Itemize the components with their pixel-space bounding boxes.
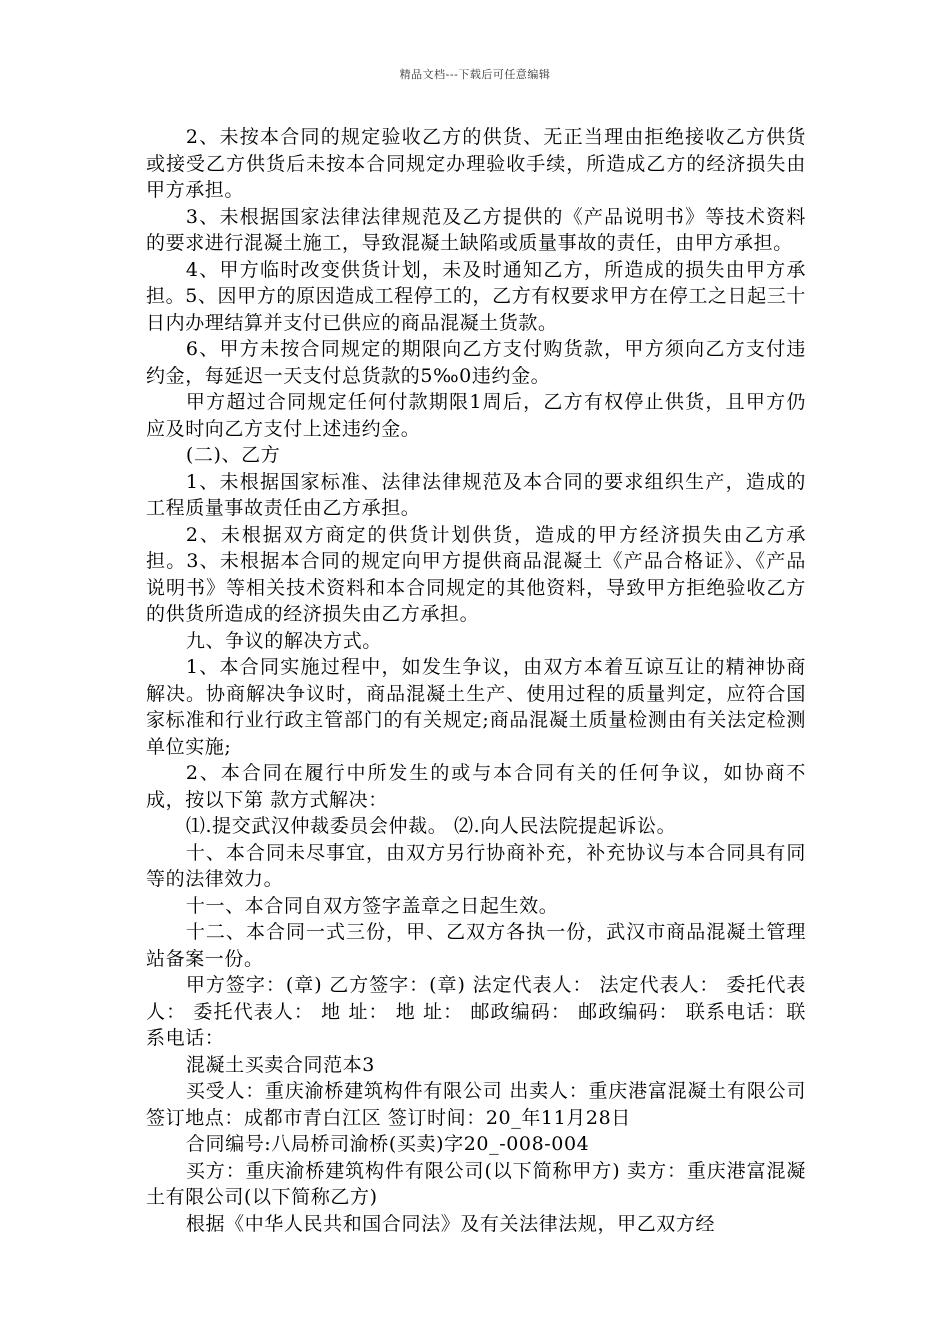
paragraph: 2、未按本合同的规定验收乙方的供货、无正当理由拒绝接收乙方供货或接受乙方供货后未按本合同规定办理验收手续，所造成乙方的经济损失由甲方承担。 [146, 126, 806, 201]
section-heading: 九、争议的解决方式。 [185, 629, 382, 652]
paragraph: 3、未根据国家法律法律规范及乙方提供的《产品说明书》等技术资料的要求进行混凝土施工，导致混凝土缺陷或质量事故的责任，由甲方承担。 [146, 205, 806, 254]
paragraph: 十一、本合同自双方签字盖章之日起生效。 [185, 894, 559, 917]
section-title: 混凝土买卖合同范本3 [185, 1053, 375, 1076]
page-header: 精品文档---下载后可任意编辑 [399, 68, 551, 81]
paragraph: 十、本合同未尽事宜，由双方另行协商补充，补充协议与本合同具有同等的法律效力。 [146, 841, 806, 890]
paragraph: 根据《中华人民共和国合同法》及有关法律法规，甲乙双方经 [185, 1212, 716, 1235]
paragraph: 6、甲方未按合同规定的期限向乙方支付购货款，甲方须向乙方支付违约金，每延迟一天支付总货款的5‰0违约金。 [146, 338, 806, 387]
paragraph: 甲方超过合同规定任何付款期限1周后，乙方有权停止供货，且甲方仍应及时向乙方支付上述违约金。 [146, 391, 806, 440]
paragraph: 十二、本合同一式三份，甲、乙双方各执一份，武汉市商品混凝土管理站备案一份。 [146, 921, 806, 970]
contract-number: 合同编号:八局桥司渝桥(买卖)字20_-008-004 [185, 1133, 590, 1155]
document-body [146, 124, 806, 1237]
paragraph: 1、本合同实施过程中，如发生争议，由双方本着互谅互让的精神协商解决。协商解决争议时，商品混凝土生产、使用过程的质量判定，应符合国家标准和行业行政主管部门的有关规定;商品混凝土质量检测由有关法定检测单位实施; [146, 656, 806, 758]
signature-block: 甲方签字：(章) 乙方签字：(章) 法定代表人： 法定代表人： 委托代表人： 委托代表人： 地 址： 地 址： 邮政编码： 邮政编码： 联系电话：联系电话： [146, 974, 806, 1049]
paragraph: 1、未根据国家标准、法律法律规范及本合同的要求组织生产，造成的工程质量事故责任由乙方承担。 [146, 470, 806, 519]
paragraph: ⑴.提交武汉仲裁委员会仲裁。 ⑵.向人民法院提起诉讼。 [185, 815, 677, 837]
paragraph: 2、本合同在履行中所发生的或与本合同有关的任何争议，如协商不成，按以下第 款方式解决： [146, 762, 806, 811]
paragraph: 买受人：重庆渝桥建筑构件有限公司 出卖人：重庆港富混凝土有限公司 签订地点：成都市青白江区 签订时间：20_年11月28日 [146, 1080, 806, 1129]
paragraph: 2、未根据双方商定的供货计划供货，造成的甲方经济损失由乙方承担。3、未根据本合同的规定向甲方提供商品混凝土《产品合格证》、《产品说明书》等相关技术资料和本合同规定的其他资料，导致甲方拒绝验收乙方的供货所造成的经济损失由乙方承担。 [146, 523, 806, 625]
section-heading: (二)、乙方 [185, 444, 281, 466]
paragraph: 买方：重庆渝桥建筑构件有限公司(以下简称甲方) 卖方：重庆港富混凝土有限公司(以下简称乙方) [146, 1159, 806, 1208]
paragraph: 4、甲方临时改变供货计划，未及时通知乙方，所造成的损失由甲方承担。5、因甲方的原因造成工程停工的，乙方有权要求甲方在停工之日起三十日内办理结算并支付已供应的商品混凝土货款。 [146, 258, 806, 334]
